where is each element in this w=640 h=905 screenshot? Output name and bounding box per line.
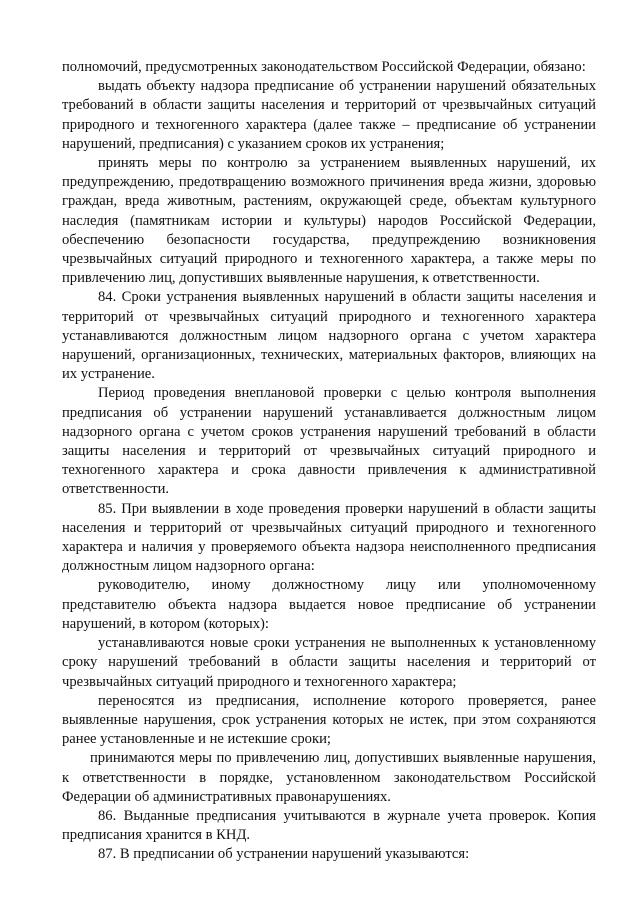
document-page [62,58,596,865]
paragraph-new-deadlines: устанавливаются новые сроки устранения не выполненных к установленному сроку нарушений требований в области защиты населения и территорий от чрезвычайных ситуаций природного и техногенного характера; [62,635,596,690]
paragraph-inspection-period: Период проведения внеплановой проверки с целью контроля выполнения предписания об устранении нарушений устанавливается должностным лицом надзорного органа с учетом сроков устранения нарушений требований в области защиты населения и территорий от чрезвычайных ситуаций природного и техногенного характера и срока давности привлечения к административной ответственности. [62,385,596,498]
paragraph-continuation: полномочий, предусмотренных законодательством Российской Федерации, обязано: [62,59,586,75]
paragraph-transferred-violations: переносятся из предписания, исполнение которого проверяется, ранее выявленные нарушения, срок устранения которых не истек, при этом сохраняются ранее установленные и не истекшие сроки; [62,692,596,748]
paragraph-87: 87. В предписании об устранении нарушений указываются: [98,846,470,863]
paragraph-86: 86. Выданные предписания учитываются в журнале учета проверок. Копия предписания хранится в КНД. [62,807,596,844]
paragraph-85: 85. При выявлении в ходе проведения проверки нарушений в области защиты населения и территорий от чрезвычайных ситуаций природного и техногенного характера и наличия у проверяемого объекта надзора неисполненного предписания должностным лицом надзорного органа: [62,500,596,575]
paragraph-84: 84. Сроки устранения выявленных нарушений в области защиты населения и территорий от чрезвычайных ситуаций природного и техногенного характера устанавливаются должностным лицом надзорного органа с учетом характера нарушений, организационных, технических, материальных факторов, влияющих на их устранение. [62,289,596,383]
paragraph-take-measures: принять меры по контролю за устранением выявленных нарушений, их предупреждению, предотвращению возможного причинения вреда жизни, здоровью граждан, вреда животным, растениям, окружающей среде, объектам культурного наследия (памятникам истории и культуры) народов Российской Федерации, обеспечению безопасности государства, предупреждению возникновения чрезвычайных ситуаций природного и техногенного характера, а также меры по привлечению лиц, допустивших выявленные нарушения, к ответственности. [62,155,596,287]
paragraph-liability-measures: принимаются меры по привлечению лиц, допустивших выявленные нарушения, к ответственности в порядке, установленном законодательством Российской Федерации об административных правонарушениях. [62,750,596,805]
paragraph-new-order: руководителю, иному должностному лицу или уполномоченному представителю объекта надзора выдается новое предписание об устранении нарушений, в котором (которых): [62,577,596,632]
paragraph-issue-order: выдать объекту надзора предписание об устранении нарушений обязательных требований в области защиты населения и территорий от чрезвычайных ситуаций природного и техногенного характера (далее также – предписание об устранении нарушений, предписания) с указанием сроков их устранения; [62,78,596,152]
